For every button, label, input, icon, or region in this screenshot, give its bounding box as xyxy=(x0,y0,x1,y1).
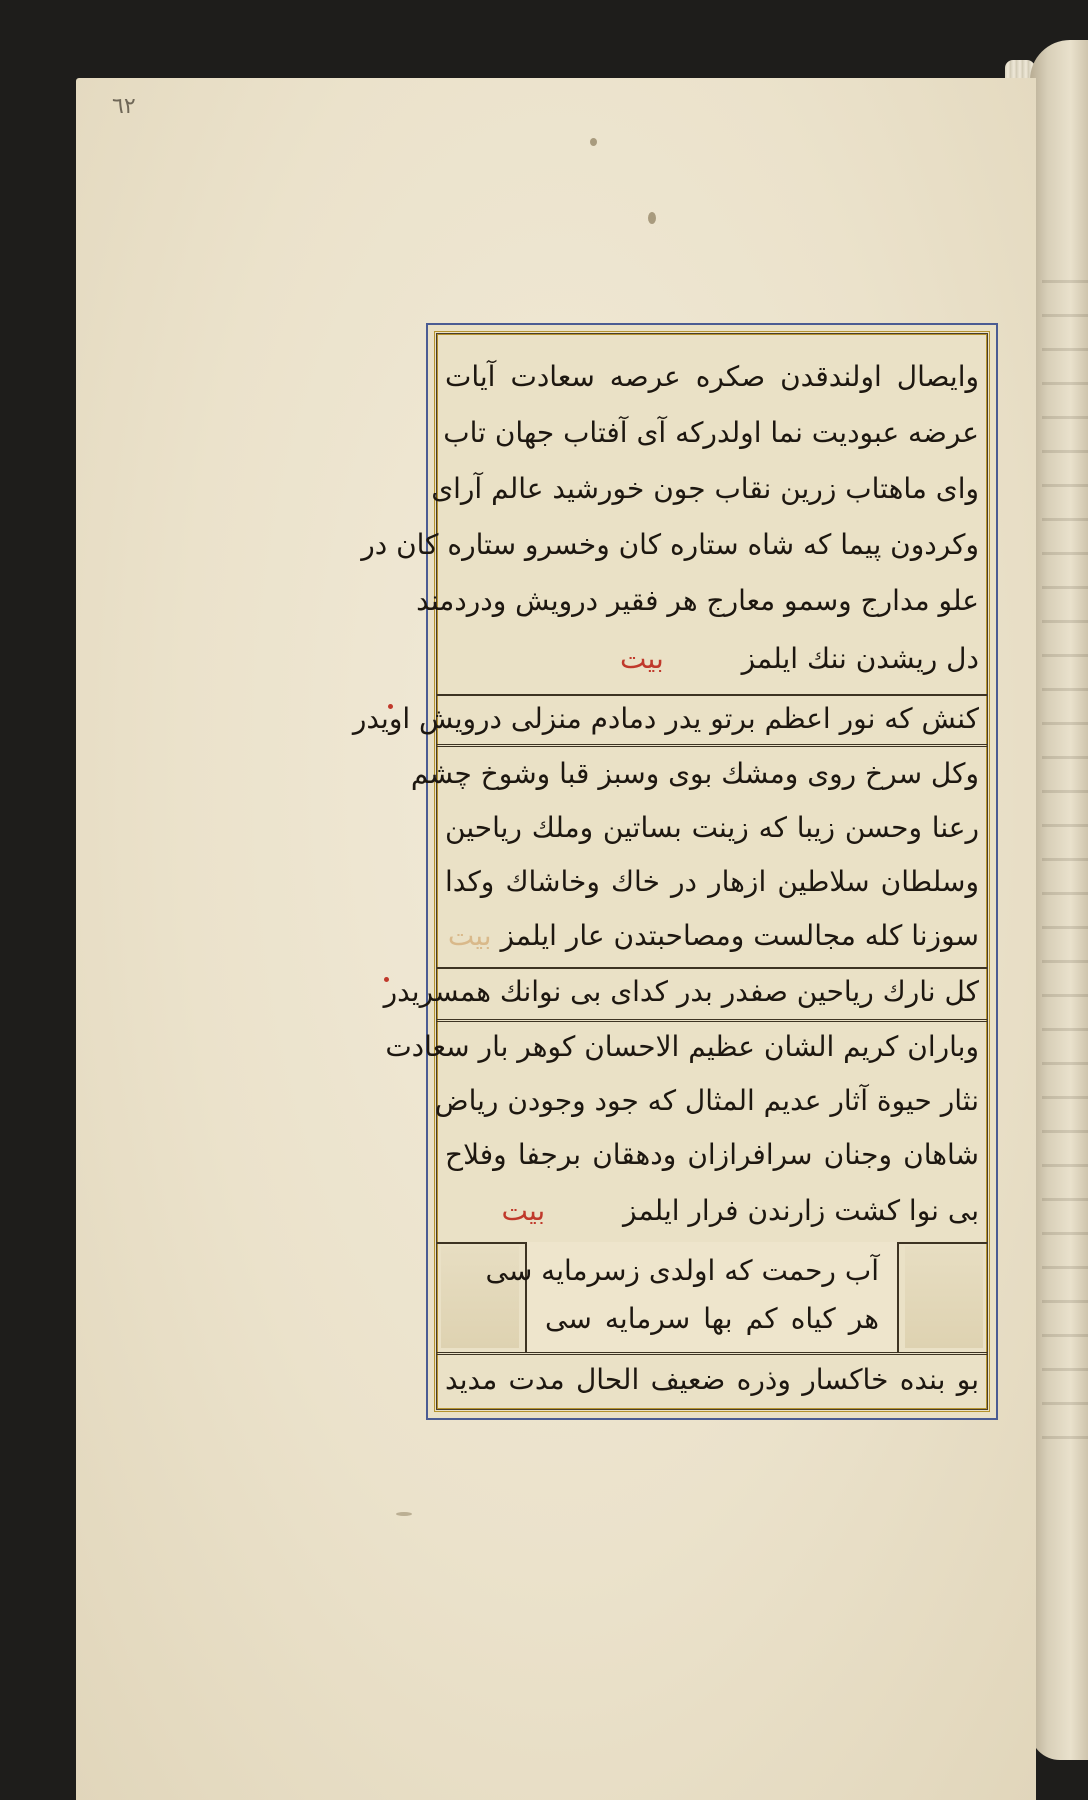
verse-row-2 xyxy=(383,967,987,1022)
text-line: وكردون پيما كه شاه ستاره كان وخسرو ستاره كان در xyxy=(361,528,979,561)
prose-block-2 xyxy=(410,747,987,969)
facing-page-text xyxy=(1042,280,1088,1440)
text-panel xyxy=(352,333,988,1410)
rubric-beyt: بيت xyxy=(447,919,492,952)
couplet-box xyxy=(485,1242,899,1352)
text-line-with-rubric xyxy=(445,642,979,675)
text-line: رعنا وحسن زيبا كه زينت بساتين وملك رياحين xyxy=(445,811,979,844)
text-line: علو مدارج وسمو معارج هر فقير درويش ودردمند xyxy=(416,584,979,617)
verse-line: كنش كه نور اعظم برتو يدر دمادم منزلى درويش اويدر xyxy=(352,702,979,735)
gutter-panel-right xyxy=(905,1246,983,1348)
text-line: وسلطان سلاطين ازهار در خاك وخاشاك وكدا xyxy=(445,865,979,898)
text-line-with-rubric xyxy=(445,1194,979,1227)
text-line: سوزنا كله مجالست ومصاحبتدن عار ايلمز xyxy=(500,919,979,952)
paper-stain xyxy=(590,138,597,146)
text-line: واى ماهتاب زرين نقاب جون خورشيد عالم آراى xyxy=(431,472,979,505)
verse-row-1 xyxy=(352,694,987,747)
rubric-beyt: بيت xyxy=(620,642,664,675)
verse-line: آب رحمت كه اولدى زسرمايه سى xyxy=(485,1254,879,1287)
paper-stain xyxy=(648,212,656,224)
verse-line: كل نارك رياحين صفدر بدر كداى بى نوانك همسريدر xyxy=(383,975,979,1008)
text-line: نثار حيوة آثار عديم المثال كه جود وجودن رياض xyxy=(434,1084,979,1117)
prose-block-1 xyxy=(361,334,987,696)
text-line: وباران كريم الشان عظيم الاحسان كوهر بار سعادت xyxy=(385,1030,979,1063)
text-line-with-rubric xyxy=(445,919,979,952)
text-line: بى نوا كشت زارندن فرار ايلمز xyxy=(623,1194,979,1227)
verse-line: هر كياه كم بها سرمايه سى xyxy=(545,1302,879,1335)
text-line: دل ريشدن ننك ايلمز xyxy=(741,642,979,675)
closing-row xyxy=(437,1355,987,1405)
prose-block-3 xyxy=(385,1022,987,1244)
text-block xyxy=(352,323,998,1420)
text-line: شاهان وجنان سرافرازان ودهقان برجفا وفلاح xyxy=(445,1138,979,1171)
text-line: عرضه عبوديت نما اولدركه آى آفتاب جهان تاب xyxy=(443,416,979,449)
text-line: وكل سرخ روى ومشك بوى وسبز قبا وشوخ چشم xyxy=(410,757,979,790)
text-line: وايصال اولندقدن صكره عرصه سعادت آيات xyxy=(445,360,979,393)
paper-stain xyxy=(396,1512,412,1516)
folio-number: ٦٢ xyxy=(112,94,136,119)
text-line: بو بنده خاكسار وذره ضعيف الحال مدت مديد xyxy=(445,1363,979,1396)
verse-row-3 xyxy=(437,1242,987,1355)
rubric-beyt: بيت xyxy=(501,1194,546,1227)
